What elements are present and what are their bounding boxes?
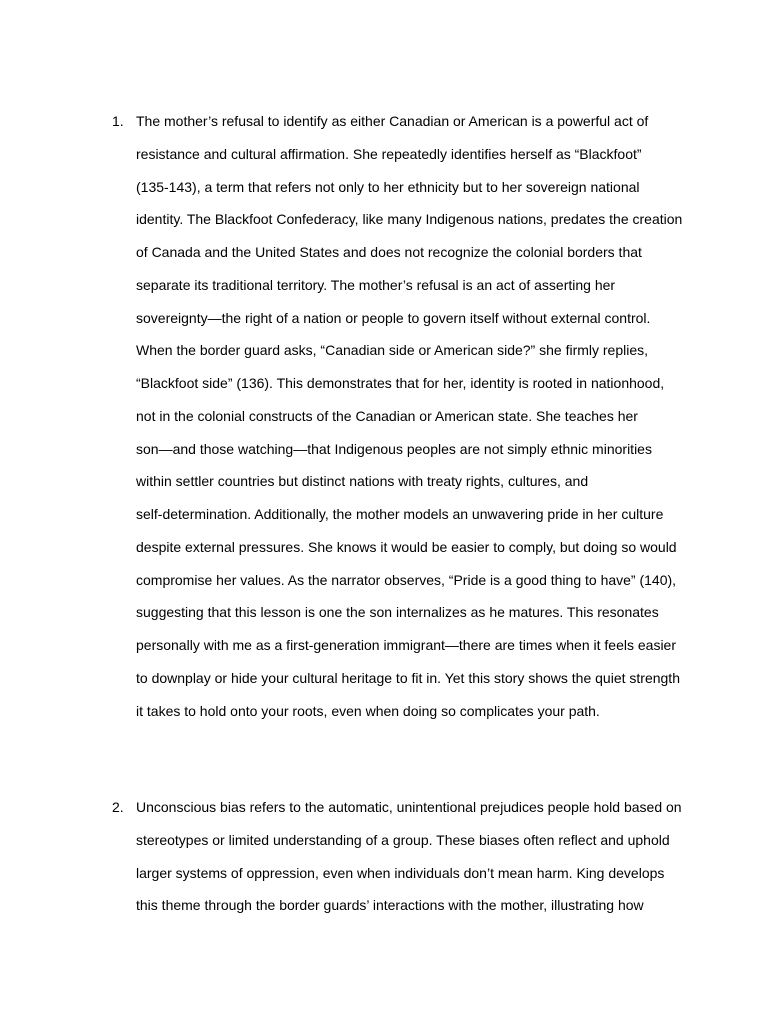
paragraph-line: (135-143), a term that refers not only to her ethnicity but to her sovereign national [136, 178, 640, 195]
paragraph-line: it takes to hold onto your roots, even when doing so complicates your path. [136, 702, 600, 719]
paragraph-line: this theme through the border guards’ interactions with the mother, illustrating how [136, 897, 644, 914]
paragraph-line: resistance and cultural affirmation. She repeatedly identifies herself as “Blackfoot” [136, 145, 642, 162]
paragraph-line: “Blackfoot side” (136). This demonstrates that for her, identity is rooted in nationhood, [136, 375, 665, 391]
paragraph-line: stereotypes or limited understanding of a group. These biases often reflect and uphold [136, 831, 670, 848]
list-item [112, 105, 683, 727]
paragraph-line: compromise her values. As the narrator observes, “Pride is a good thing to have” (140), [136, 571, 677, 588]
paragraph-line: son—and those watching—that Indigenous peoples are not simply ethnic minorities [136, 440, 652, 457]
paragraph-line: Unconscious bias refers to the automatic, unintentional prejudices people hold based on [136, 799, 682, 815]
paragraph-line: suggesting that this lesson is one the son internalizes as he matures. This resonates [136, 604, 659, 621]
paragraph-line: of Canada and the United States and does not recognize the colonial borders that [136, 244, 642, 260]
paragraph-line: larger systems of oppression, even when individuals don’t mean harm. King develops [136, 864, 665, 881]
list-item-number: 2. [112, 799, 124, 815]
paragraph-line: to downplay or hide your cultural heritage to fit in. Yet this story shows the quiet strength [136, 669, 680, 686]
paragraph-line: sovereignty—the right of a nation or people to govern itself without external control. [136, 309, 651, 326]
list-item [112, 791, 682, 922]
paragraph-line: personally with me as a first-generation immigrant—there are times when it feels easier [136, 637, 677, 653]
list-item-number: 1. [112, 113, 124, 129]
list-item-paragraph [136, 791, 682, 922]
paragraph-line: not in the colonial constructs of the Canadian or American state. She teaches her [136, 407, 638, 424]
paragraph-line: self-determination. Additionally, the mother models an unwavering pride in her culture [136, 506, 664, 522]
paragraph-line: identity. The Blackfoot Confederacy, like many Indigenous nations, predates the creation [136, 211, 683, 228]
list-item-paragraph [136, 105, 683, 727]
paragraph-line: separate its traditional territory. The mother’s refusal is an act of asserting her [136, 276, 616, 293]
paragraph-line: The mother’s refusal to identify as either Canadian or American is a powerful act of [136, 113, 649, 129]
paragraph-line: despite external pressures. She knows it would be easier to comply, but doing so would [136, 538, 677, 555]
paragraph-line: within settler countries but distinct nations with treaty rights, cultures, and [136, 473, 589, 490]
paragraph-line: When the border guard asks, “Canadian side or American side?” she firmly replies, [136, 342, 649, 359]
